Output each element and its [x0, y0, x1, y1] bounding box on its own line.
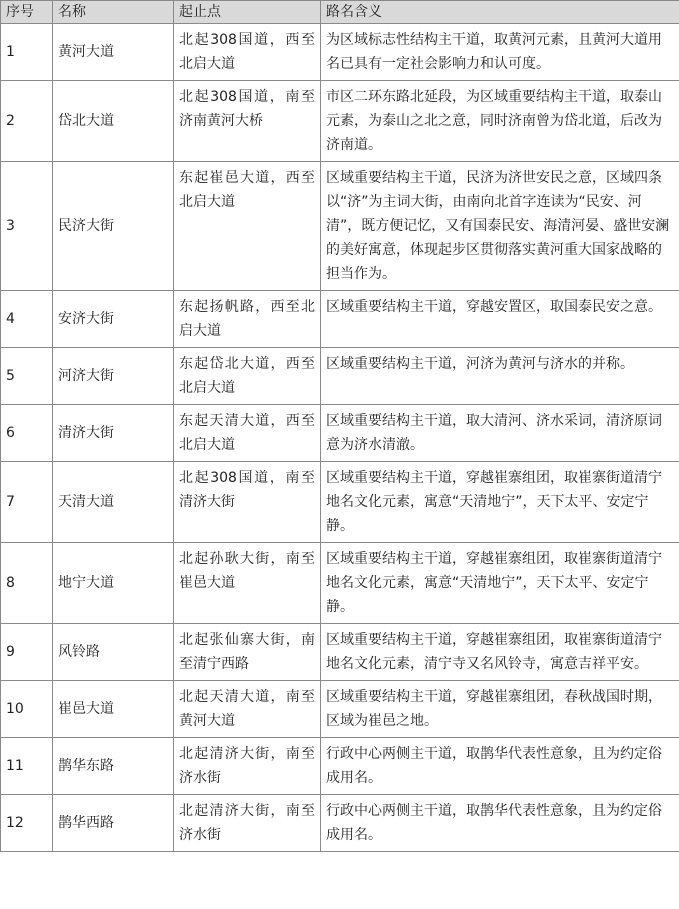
road-name: 河济大街	[53, 348, 174, 405]
row-number: 12	[1, 795, 53, 852]
header-range: 起止点	[174, 1, 321, 24]
road-range: 北起308国道，南至清济大街	[174, 462, 321, 543]
road-name: 崔邑大道	[53, 681, 174, 738]
table-row	[1, 738, 679, 795]
road-meaning: 区域重要结构主干道，取大清河、济水采词，清济原词意为济水清澈。	[321, 405, 679, 462]
road-range: 北起清济大街，南至济水街	[174, 738, 321, 795]
table-row	[1, 624, 679, 681]
road-range: 北起清济大街，南至济水街	[174, 795, 321, 852]
row-number: 11	[1, 738, 53, 795]
row-number: 6	[1, 405, 53, 462]
road-range: 东起崔邑大道，西至北启大道	[174, 162, 321, 291]
road-meaning: 市区二环东路北延段，为区域重要结构主干道，取泰山元素，为泰山之北之意，同时济南曾为岱北道，后改为济南道。	[321, 81, 679, 162]
table-row	[1, 405, 679, 462]
road-meaning: 区域重要结构主干道，河济为黄河与济水的并称。	[321, 348, 679, 405]
road-range: 东起扬帆路，西至北启大道	[174, 291, 321, 348]
road-range: 东起岱北大道，西至北启大道	[174, 348, 321, 405]
road-name: 清济大街	[53, 405, 174, 462]
table-row	[1, 81, 679, 162]
road-range: 北起308国道，西至北启大道	[174, 24, 321, 81]
road-range: 北起天清大道，南至黄河大道	[174, 681, 321, 738]
row-number: 9	[1, 624, 53, 681]
road-meaning: 行政中心两侧主干道，取鹊华代表性意象，且为约定俗成用名。	[321, 738, 679, 795]
row-number: 10	[1, 681, 53, 738]
road-name: 民济大街	[53, 162, 174, 291]
road-range: 北起308国道，南至济南黄河大桥	[174, 81, 321, 162]
row-number: 3	[1, 162, 53, 291]
table-row	[1, 24, 679, 81]
row-number: 8	[1, 543, 53, 624]
table-row	[1, 162, 679, 291]
road-name: 地宁大道	[53, 543, 174, 624]
road-meaning: 区域重要结构主干道，穿越崔寨组团，取崔寨街道清宁地名文化元素，寓意“天清地宁”，天下太平、安定宁静。	[321, 543, 679, 624]
road-meaning: 区域重要结构主干道，穿越崔寨组团，取崔寨街道清宁地名文化元素，清宁寺又名风铃寺，寓意吉祥平安。	[321, 624, 679, 681]
road-range: 东起天清大道，西至北启大道	[174, 405, 321, 462]
road-name: 岱北大道	[53, 81, 174, 162]
header-meaning: 路名含义	[321, 1, 679, 24]
header-row	[1, 1, 679, 24]
row-number: 1	[1, 24, 53, 81]
table-row	[1, 291, 679, 348]
row-number: 7	[1, 462, 53, 543]
row-number: 4	[1, 291, 53, 348]
table-row	[1, 543, 679, 624]
road-meaning: 行政中心两侧主干道，取鹊华代表性意象，且为约定俗成用名。	[321, 795, 679, 852]
road-range: 北起张仙寨大街，南至清宁西路	[174, 624, 321, 681]
row-number: 2	[1, 81, 53, 162]
road-meaning: 为区域标志性结构主干道，取黄河元素，且黄河大道用名已具有一定社会影响力和认可度。	[321, 24, 679, 81]
header-number: 序号	[1, 1, 53, 24]
road-meaning: 区域重要结构主干道，穿越崔寨组团，取崔寨街道清宁地名文化元素，寓意“天清地宁”，天下太平、安定宁静。	[321, 462, 679, 543]
road-name: 安济大街	[53, 291, 174, 348]
header-name: 名称	[53, 1, 174, 24]
table-row	[1, 348, 679, 405]
row-number: 5	[1, 348, 53, 405]
road-name: 黄河大道	[53, 24, 174, 81]
road-name: 风铃路	[53, 624, 174, 681]
road-name: 鹊华西路	[53, 795, 174, 852]
table-row	[1, 462, 679, 543]
table-row	[1, 681, 679, 738]
road-meaning: 区域重要结构主干道，穿越崔寨组团，春秋战国时期，区域为崔邑之地。	[321, 681, 679, 738]
road-name: 天清大道	[53, 462, 174, 543]
road-range: 北起孙耿大街，南至崔邑大道	[174, 543, 321, 624]
road-name: 鹊华东路	[53, 738, 174, 795]
road-meaning: 区域重要结构主干道，民济为济世安民之意，区域四条以“济”为主词大街，由南向北首字连读为“民安、河清”，既方便记忆，又有国泰民安、海清河晏、盛世安澜的美好寓意，体现起步区贯彻落实黄河重大国家战略的担当作为。	[321, 162, 679, 291]
road-meaning: 区域重要结构主干道，穿越安置区，取国泰民安之意。	[321, 291, 679, 348]
table-row	[1, 795, 679, 852]
